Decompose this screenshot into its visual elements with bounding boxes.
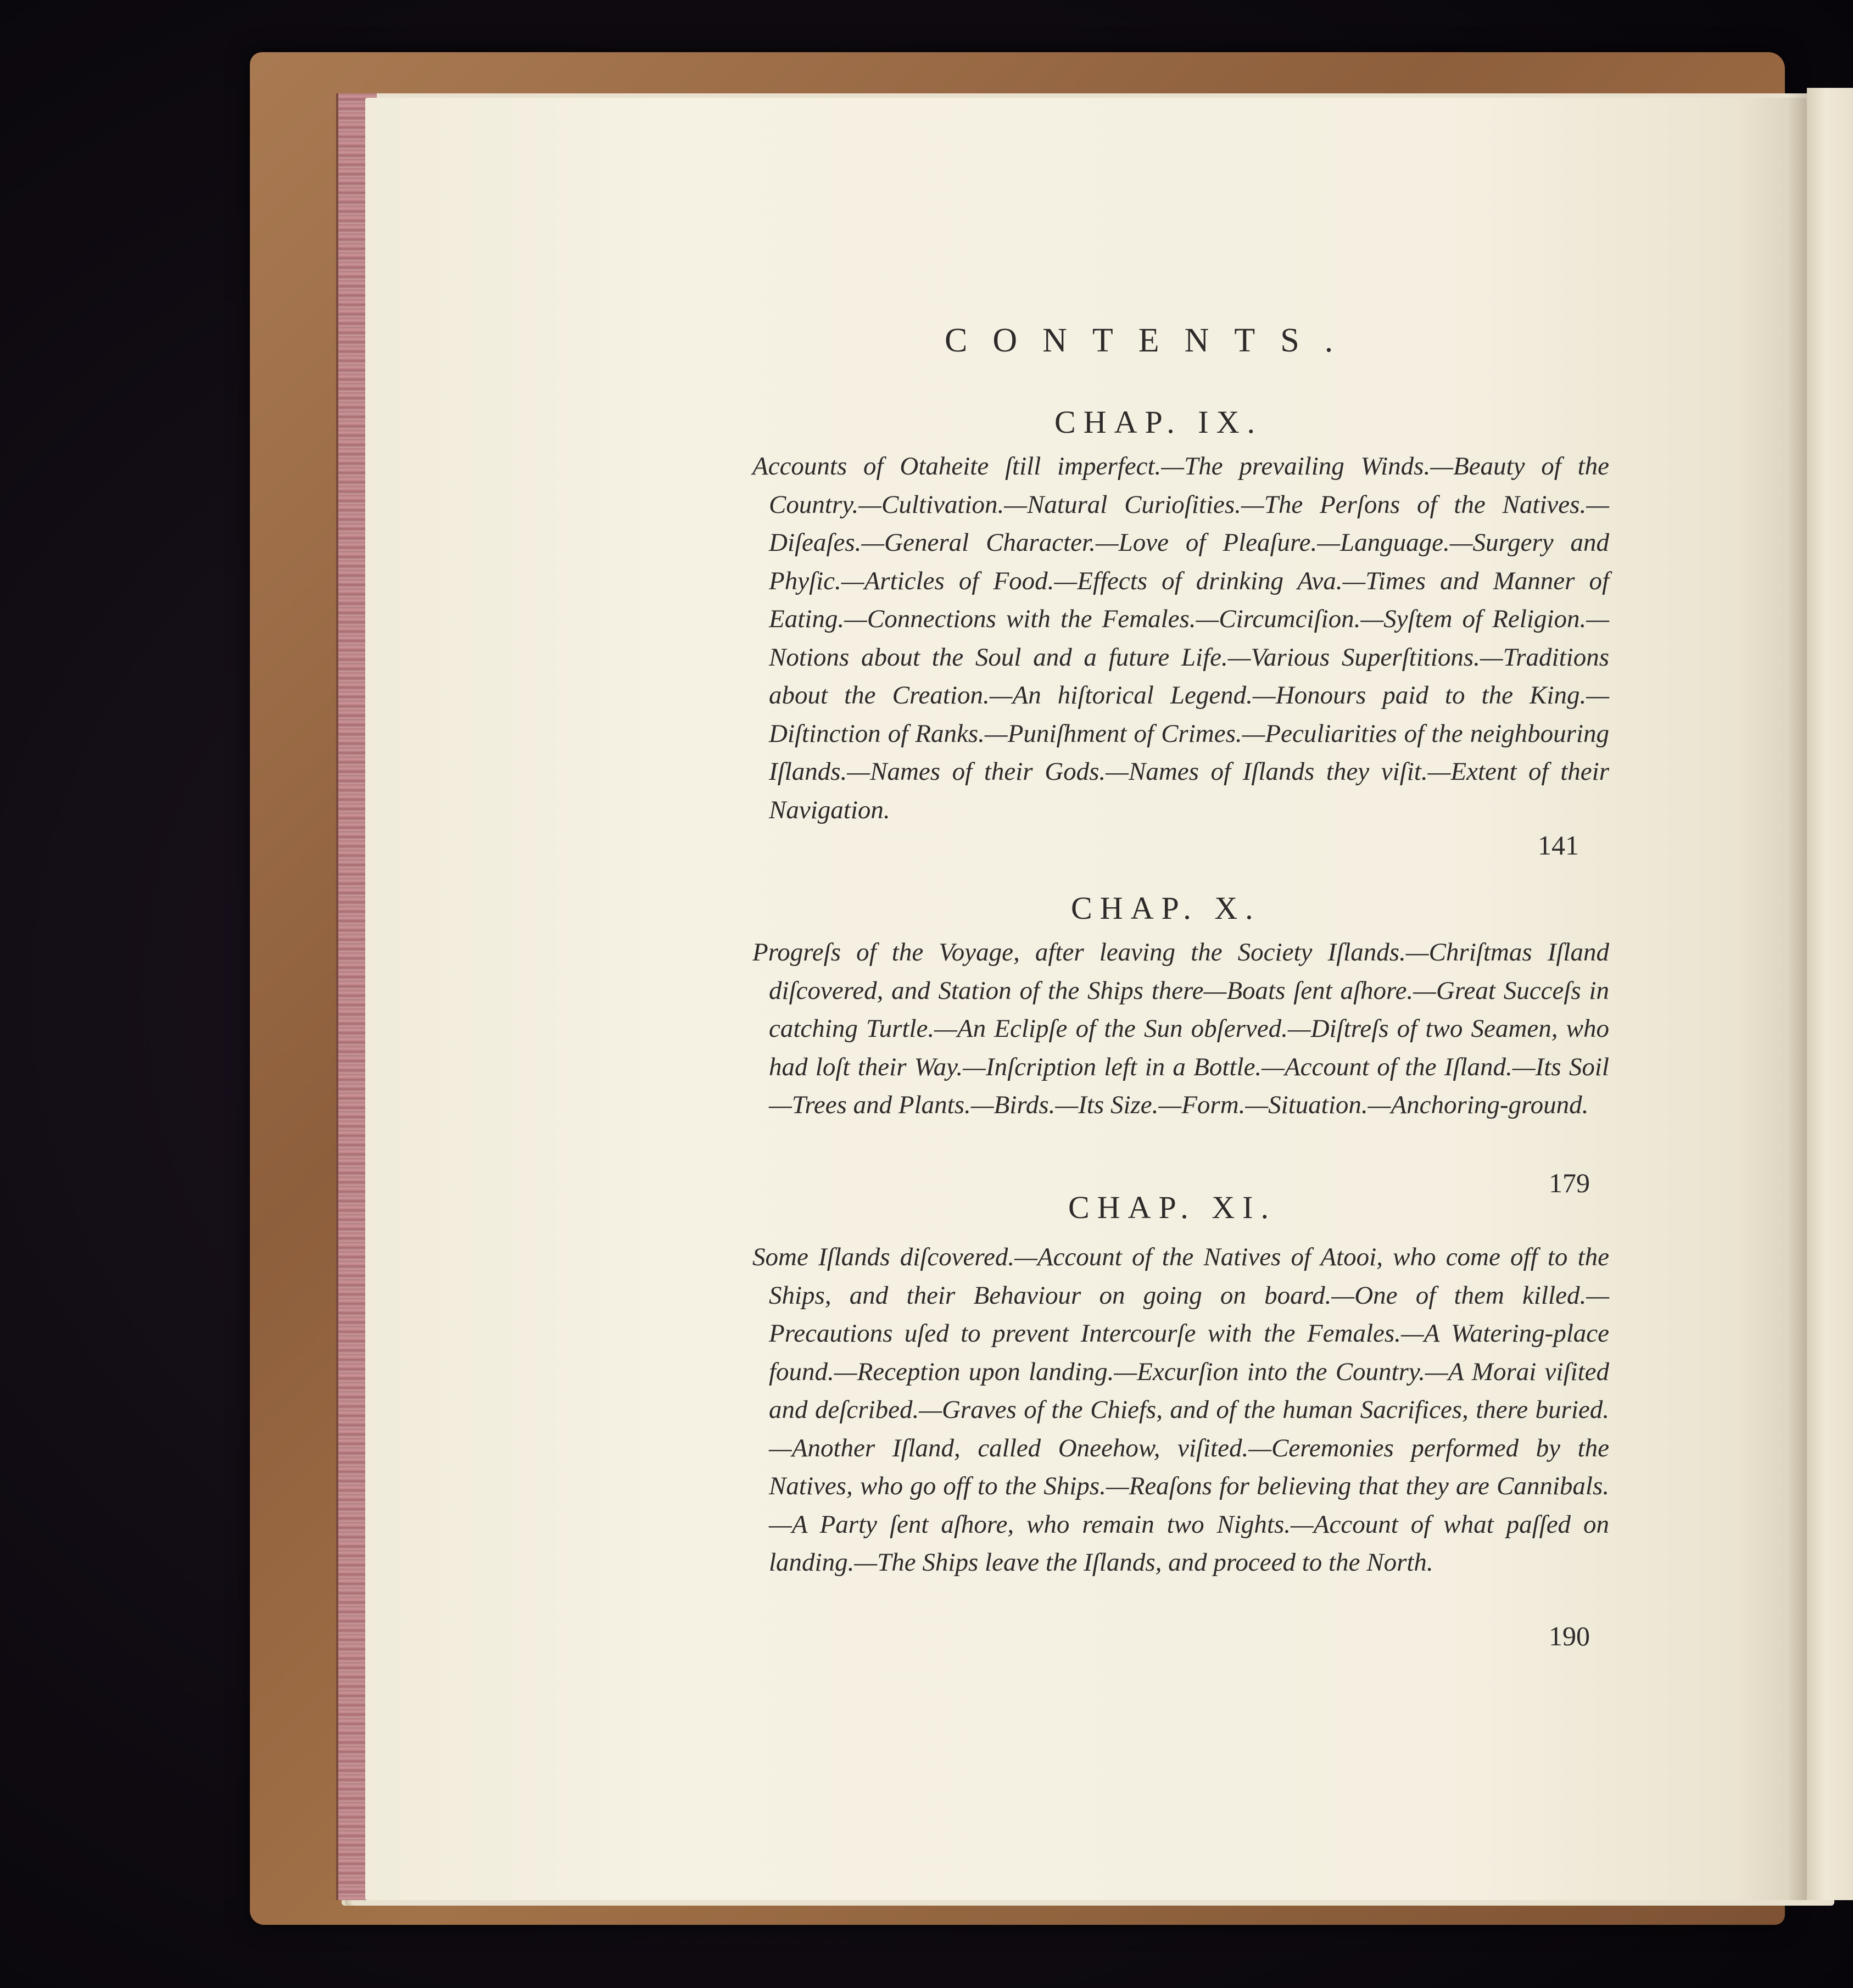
chapter-heading: CHAP. X. (1071, 890, 1261, 926)
page-number: 141 (1538, 830, 1579, 861)
chapter-heading: CHAP. XI. (1068, 1190, 1276, 1225)
page-title: CONTENTS. (945, 322, 1359, 359)
chapter-heading: CHAP. IX. (1054, 404, 1263, 440)
chapter-summary: Some Iſlands diſcovered.—Account of the Natives of Atooi, who come off to the Ships, and their Behaviour on going on board.—One of them killed.—Precautions uſed to prevent Intercourſe with the Females.—A Watering-place found.—Reception upon landing.—Excurſion into the Country.—A Morai viſited and deſcribed.—Graves of the Chiefs, and of the human Sacrifices, there buried.—Another Iſland, called Oneehow, viſited.—Ceremonies performed by the Natives, who go off to the Ships.—Reaſons for believing that they are Cannibals.—A Party ſent aſhore, who remain two Nights.—Account of what paſſed on landing.—The Ships leave the Iſlands, and proceed to the North. (752, 1243, 1609, 1577)
chapter-summary: Accounts of Otaheite ſtill imperfect.—The prevailing Winds.—Beauty of the Country.—Cultivation.—Natural Curioſities.—The Perſons of the Natives.—Diſeaſes.—General Character.—Love of Pleaſure.—Language.—Surgery and Phyſic.—Articles of Food.—Effects of drinking Ava.—Times and Manner of Eating.—Connections with the Females.—Circumciſion.—Syſtem of Religion.—Notions about the Soul and a future Life.—Various Superſtitions.—Traditions about the Creation.—An hiſtorical Legend.—Honours paid to the King.—Diſtinction of Ranks.—Puniſhment of Crimes.—Peculiarities of the neighbouring Iſlands.—Names of their Gods.—Names of Iſlands they viſit.—Extent of their Navigation. (752, 452, 1609, 824)
page-number: 179 (1549, 1168, 1590, 1198)
page-number: 190 (1549, 1621, 1590, 1651)
chapter-summary: Progreſs of the Voyage, after leaving the Society Iſlands.—Chriſtmas Iſland diſcovered, and Station of the Ships there—Boats ſent aſhore.—Great Succeſs in catching Turtle.—An Eclipſe of the Sun obſerved.—Diſtreſs of two Seamen, who had loſt their Way.—Inſcription left in a Bottle.—Account of the Iſland.—Its Soil—Trees and Plants.—Birds.—Its Size.—Form.—Situation.—Anchoring-ground. (752, 938, 1609, 1119)
